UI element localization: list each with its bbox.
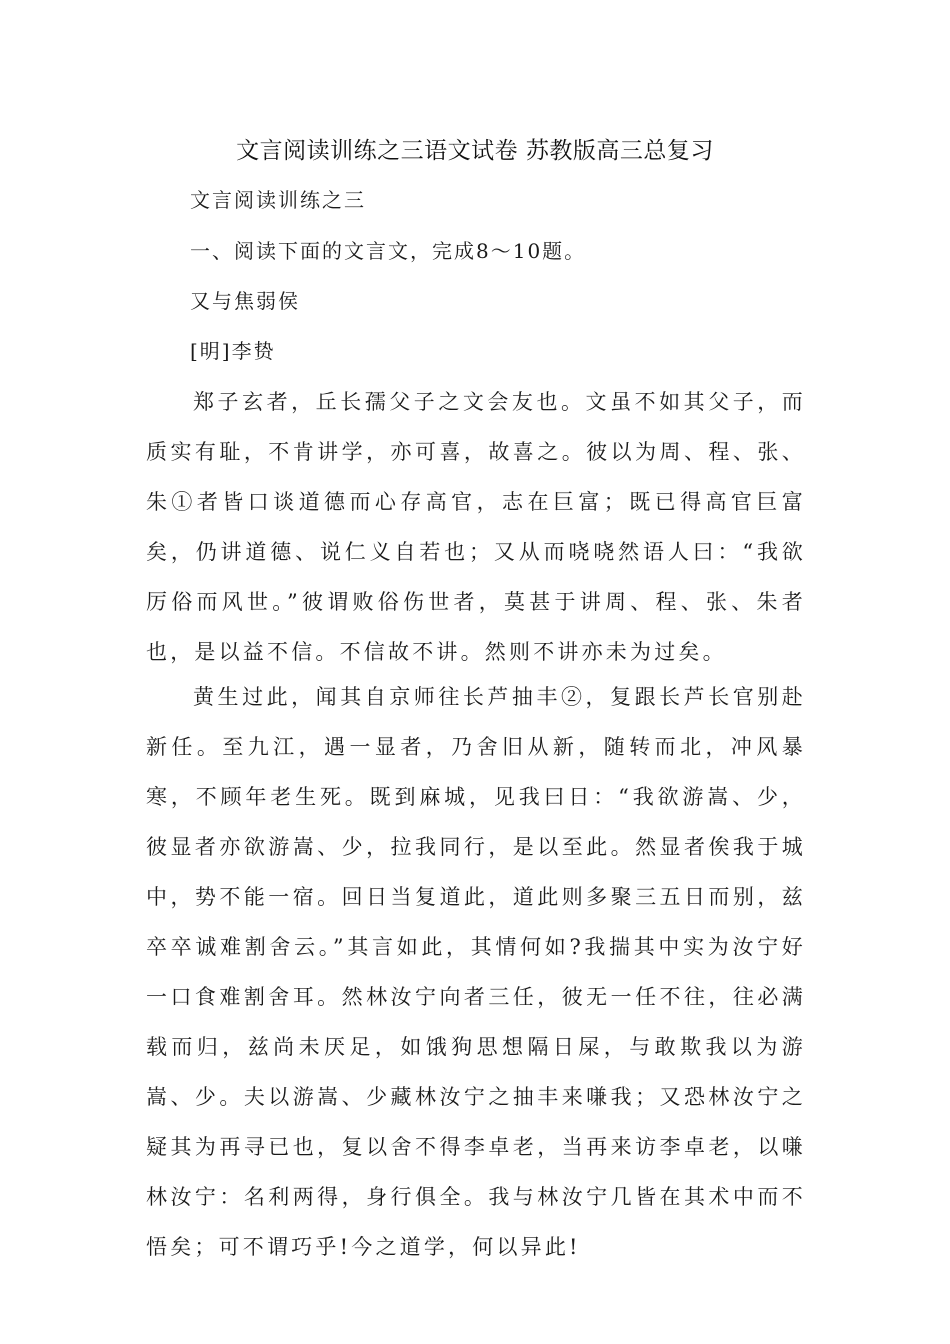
text-author: [明]李贽 — [190, 339, 276, 363]
document-title: 文言阅读训练之三语文试卷 苏教版高三总复习 — [236, 138, 714, 164]
body-paragraph-1: 郑子玄者，丘长孺父子之文会友也。文虽不如其父子，而质实有耻，不肯讲学，亦可喜，故喜之。彼以为周、程、张、朱①者皆口谈道德而心存高官，志在巨富；既已得高官巨富矣，仍讲道德、说仁义自若也；又从而哓哓然语人曰：“我欲厉俗而风世。”彼谓败俗伤世者，莫甚于讲周、程、张、朱者也，是以益不信。不信故不讲。然则不讲亦未为过矣。 — [146, 390, 806, 664]
section-subtitle: 文言阅读训练之三 — [190, 188, 366, 212]
question-instruction: 一、阅读下面的文言文，完成8～10题。 — [190, 239, 587, 263]
body-paragraph-2: 黄生过此，闻其自京师往长芦抽丰②，复跟长芦长官别赴新任。至九江，遇一显者，乃舍旧从新，随转而北，冲风暴寒，不顾年老生死。既到麻城，见我曰日：“我欲游嵩、少，彼显者亦欲游嵩、少，拉我同行，是以至此。然显者俟我于城中，势不能一宿。回日当复道此，道此则多聚三五日而别，兹卒卒诚难割舍云。”其言如此，其情何如?我揣其中实为汝宁好一口食难割舍耳。然林汝宁向者三任，彼无一任不往，往必满载而归，兹尚未厌足，如饿狗思想隔日屎，与敢欺我以为游嵩、少。夫以游嵩、少藏林汝宁之抽丰来嗛我；又恐林汝宁之疑其为再寻已也，复以舍不得李卓老，当再来访李卓老，以嗛林汝宁：名利两得，身行俱全。我与林汝宁几皆在其术中而不悟矣；可不谓巧乎!今之道学，何以异此! — [146, 685, 806, 1259]
text-title: 又与焦弱侯 — [190, 289, 300, 313]
